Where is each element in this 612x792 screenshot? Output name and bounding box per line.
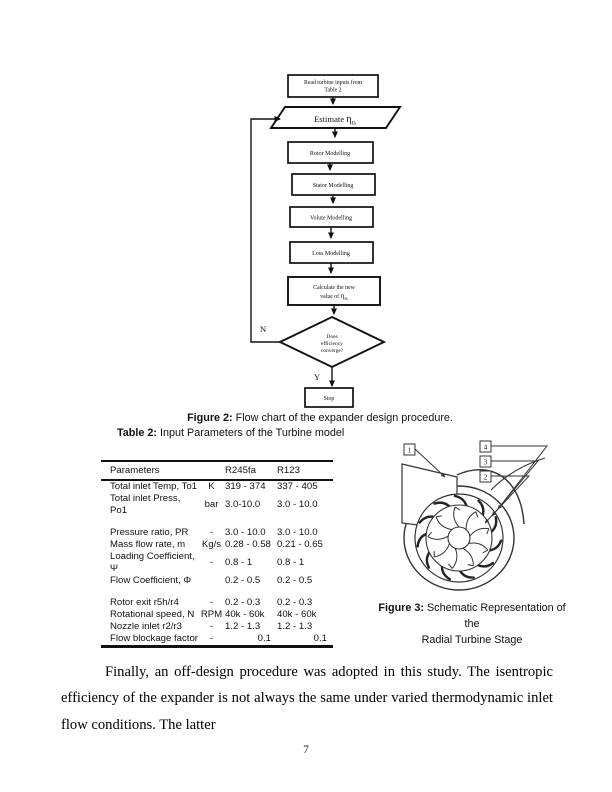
table-row bbox=[101, 597, 333, 609]
stator-label: Stator Modelling bbox=[312, 183, 354, 189]
callout-label-1: 1 bbox=[407, 446, 412, 455]
calculate-label-line1: Calculate the new bbox=[313, 285, 355, 291]
figure3-caption-label: Figure 3: bbox=[378, 602, 424, 614]
radial-turbine-schematic bbox=[395, 432, 565, 600]
body-paragraph: Finally, an off-design procedure was adopted in this study. The isentropic efficiency of the expander is not always the same under varied thermodynamic inlet flow conditions. The latter bbox=[61, 663, 553, 733]
table-cell: 0.1 bbox=[257, 633, 271, 645]
table-cell: Flow Coefficient, Φ bbox=[110, 575, 192, 587]
table-row bbox=[101, 609, 333, 621]
table-cell: K bbox=[208, 481, 215, 492]
expander-design-flowchart bbox=[240, 70, 440, 415]
callout-label-4: 4 bbox=[483, 443, 488, 452]
table-cell: 40k - 60k bbox=[225, 608, 265, 620]
table-cell: Rotational speed, N bbox=[110, 608, 195, 620]
table-cell: 0.2 - 0.3 bbox=[277, 596, 313, 608]
table-cell: - bbox=[209, 633, 214, 645]
figure3-caption-text: Schematic Representation of the bbox=[423, 602, 566, 630]
figure2-caption-label: Figure 2: bbox=[187, 412, 233, 424]
flowchart-start-box bbox=[288, 75, 378, 97]
turbine-input-parameters-table bbox=[101, 460, 333, 648]
table-cell: 3.0 - 10.0 bbox=[225, 526, 266, 538]
table-cell: 0.2 - 0.5 bbox=[277, 575, 313, 587]
stop-label: Stop bbox=[323, 396, 335, 402]
header-r123: R123 bbox=[277, 461, 333, 480]
header-r245fa: R245fa bbox=[225, 461, 277, 480]
table-cell: - bbox=[209, 526, 214, 538]
branch-yes-label: Y bbox=[314, 372, 321, 382]
figure2-caption bbox=[60, 412, 580, 424]
table-spacer-row bbox=[101, 588, 333, 597]
estimate-label: Estimate $\eta_{ts}$ bbox=[314, 114, 356, 127]
table-cell: 40k - 60k bbox=[277, 608, 317, 620]
feedback-loop-line bbox=[251, 119, 280, 342]
figure3-caption bbox=[372, 600, 572, 648]
table-cell: 3.0-10.0 bbox=[225, 499, 261, 511]
table-cell: 3.0 - 10.0 bbox=[277, 526, 318, 538]
table-cell: - bbox=[209, 621, 214, 633]
table2-caption-text: Input Parameters of the Turbine model bbox=[157, 427, 345, 439]
start-label-line2: Table 2 bbox=[324, 87, 342, 94]
table-row bbox=[101, 551, 333, 575]
table-cell: 0.2 - 0.3 bbox=[225, 596, 261, 608]
table-cell: 0.28 - 0.58 bbox=[225, 538, 271, 550]
table-cell: - bbox=[209, 557, 214, 569]
table-row bbox=[101, 633, 333, 647]
table-cell: Loading Coefficient, Ψ bbox=[110, 551, 195, 575]
table-spacer-row bbox=[101, 518, 333, 527]
rotor-label: Rotor Modelling bbox=[309, 151, 351, 157]
figure3-caption-line2: Radial Turbine Stage bbox=[421, 634, 523, 646]
volute-label: Volute Modelling bbox=[309, 215, 353, 222]
loss-label: Loss Modelling bbox=[312, 251, 350, 257]
callout-label-3: 3 bbox=[483, 458, 488, 467]
table-row bbox=[101, 493, 333, 517]
table-cell: Total inlet Press, Po1 bbox=[110, 493, 181, 517]
table-cell: Total inlet Temp, To1 bbox=[110, 481, 198, 492]
table-cell: 0.8 - 1 bbox=[225, 557, 253, 569]
decision-label-line2: efficiency bbox=[321, 341, 343, 347]
table-cell: 337 - 405 bbox=[277, 481, 318, 492]
callout-pointer-2 bbox=[483, 473, 529, 523]
header-unit bbox=[198, 461, 225, 480]
callout-pointer-3 bbox=[491, 461, 538, 516]
table2-caption-label: Table 2: bbox=[117, 427, 157, 439]
table-cell bbox=[198, 575, 225, 587]
table-cell: Flow blockage factor bbox=[110, 633, 198, 645]
table-cell: Rotor exit r5h/r4 bbox=[110, 596, 179, 608]
table-cell: 319 - 374 bbox=[225, 481, 266, 492]
table-cell: bar bbox=[204, 499, 219, 511]
table-cell: Kg/s bbox=[201, 538, 222, 550]
table-row bbox=[101, 575, 333, 587]
table-row bbox=[101, 539, 333, 551]
table-cell: Nozzle inlet r2/r3 bbox=[110, 621, 182, 633]
start-label-line1: Read turbine inputs from bbox=[303, 80, 363, 86]
table-header-row bbox=[101, 461, 333, 480]
table-cell: Pressure ratio, PR bbox=[110, 526, 189, 538]
page-number: 7 bbox=[303, 744, 309, 756]
table-cell: 0.8 - 1 bbox=[277, 557, 305, 569]
header-parameters: Parameters bbox=[101, 461, 198, 480]
table-row bbox=[101, 480, 333, 493]
callout-label-2: 2 bbox=[483, 473, 488, 482]
flowchart-calculate-box bbox=[288, 277, 380, 305]
table-cell: 1.2 - 1.3 bbox=[277, 621, 313, 633]
table-row bbox=[101, 621, 333, 633]
table-cell: 0.1 bbox=[313, 633, 327, 645]
decision-label-line1: Does bbox=[326, 334, 338, 340]
calculate-label-line2: value of $\eta_{ts}$ bbox=[320, 291, 348, 302]
table-cell: - bbox=[209, 596, 214, 608]
table-cell: Mass flow rate, m bbox=[110, 538, 186, 550]
table-cell: 0.21 - 0.65 bbox=[277, 538, 323, 550]
table-cell: 3.0 - 10.0 bbox=[277, 499, 318, 511]
rotor-hub-circle bbox=[448, 527, 470, 549]
decision-label-line3: converge? bbox=[320, 348, 344, 354]
table-cell: 1.2 - 1.3 bbox=[225, 621, 261, 633]
figure2-caption-text: Flow chart of the expander design procedure. bbox=[232, 412, 453, 424]
table-cell: 0.2 - 0.5 bbox=[225, 575, 261, 587]
table-row bbox=[101, 527, 333, 539]
table-cell: RPM bbox=[200, 608, 223, 620]
branch-no-label: N bbox=[260, 324, 267, 334]
